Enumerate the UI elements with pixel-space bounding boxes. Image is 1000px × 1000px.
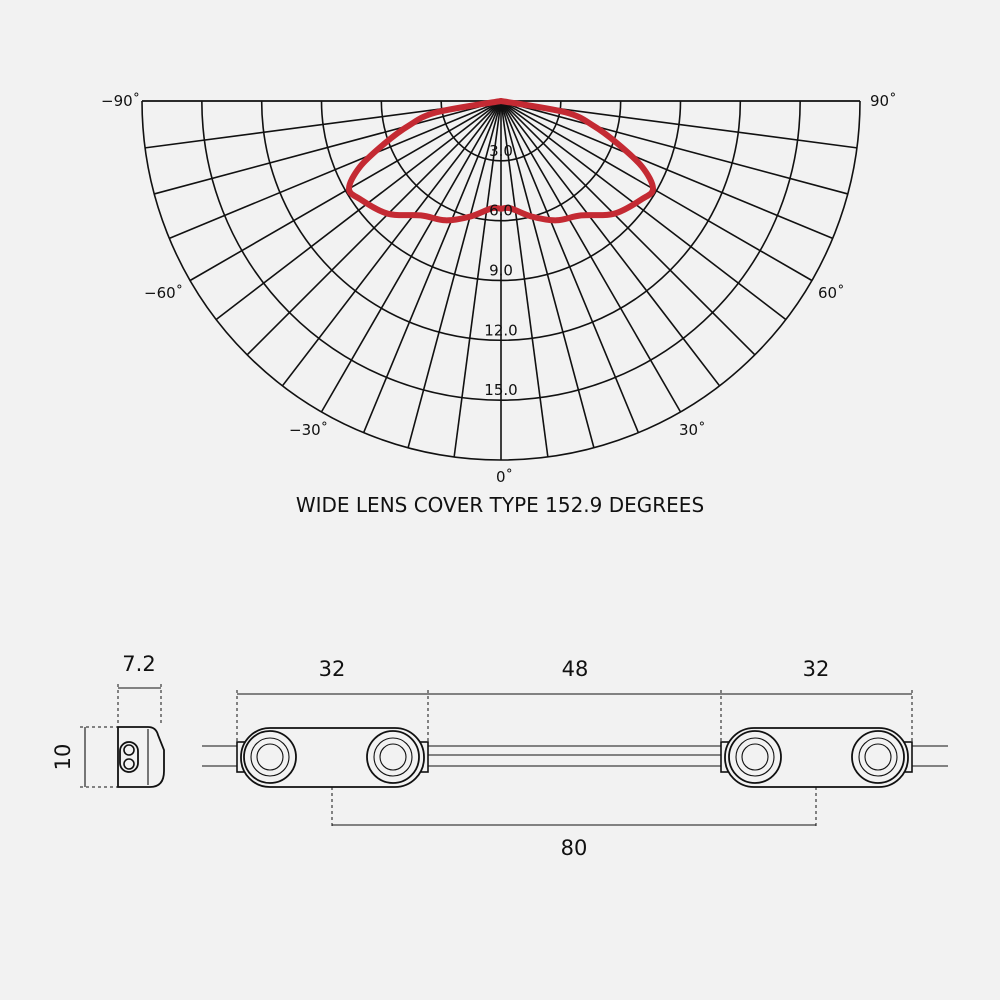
module-right-lens-2 [852,731,904,783]
pitch-length-label: 80 [560,836,588,860]
radial-label: 3.0 [489,141,513,160]
chart-title: WIDE LENS COVER TYPE 152.9 DEGREES [295,493,705,517]
connector-pin-bottom [124,759,134,769]
polar-grid-spoke [154,101,501,194]
polar-grid-spoke [190,101,501,281]
led-module-right [721,728,912,787]
module-end-view [51,652,164,787]
wire-left [202,746,238,766]
width-extension-lines [118,684,161,724]
radial-label: 6.0 [489,201,513,220]
polar-light-distribution-chart [101,92,897,517]
polar-grid-spoke [501,101,755,355]
angle-label-minus-30: −30˚ [289,421,329,439]
pitch-extension-lines [332,787,816,828]
polar-grid-spoke [322,101,502,412]
wire-middle [428,746,722,766]
angle-label-0: 0˚ [496,468,514,486]
polar-grid-spoke [501,101,848,194]
height-dimension-label: 10 [51,743,75,771]
wire-right [912,746,948,766]
radial-label: 9.0 [489,261,513,280]
radial-label: 12.0 [484,321,518,340]
polar-grid-spoke [501,101,638,433]
angle-label-30: 30˚ [679,421,706,439]
polar-grid-spoke [501,101,812,281]
polar-grid-spoke [501,101,681,412]
polar-grid-spoke [364,101,501,433]
width-dimension-label: 7.2 [122,652,156,676]
angle-label-minus-60: −60˚ [144,284,184,302]
angle-label-90: 90˚ [870,92,897,110]
radial-label: 15.0 [484,381,518,400]
module-left-length-label: 32 [318,657,346,681]
module-right-length-label: 32 [802,657,830,681]
angle-label-minus-90: −90˚ [101,92,141,110]
led-module-left [237,728,428,787]
gap-length-label: 48 [561,657,589,681]
module-left-lens-1 [244,731,296,783]
module-right-lens-1 [729,731,781,783]
module-left-lens-2 [367,731,419,783]
connector-pin-top [124,745,134,755]
angle-label-60: 60˚ [818,284,845,302]
polar-grid-spoke [247,101,501,355]
height-extension-lines [80,727,118,787]
module-chain-front-view [202,657,948,860]
